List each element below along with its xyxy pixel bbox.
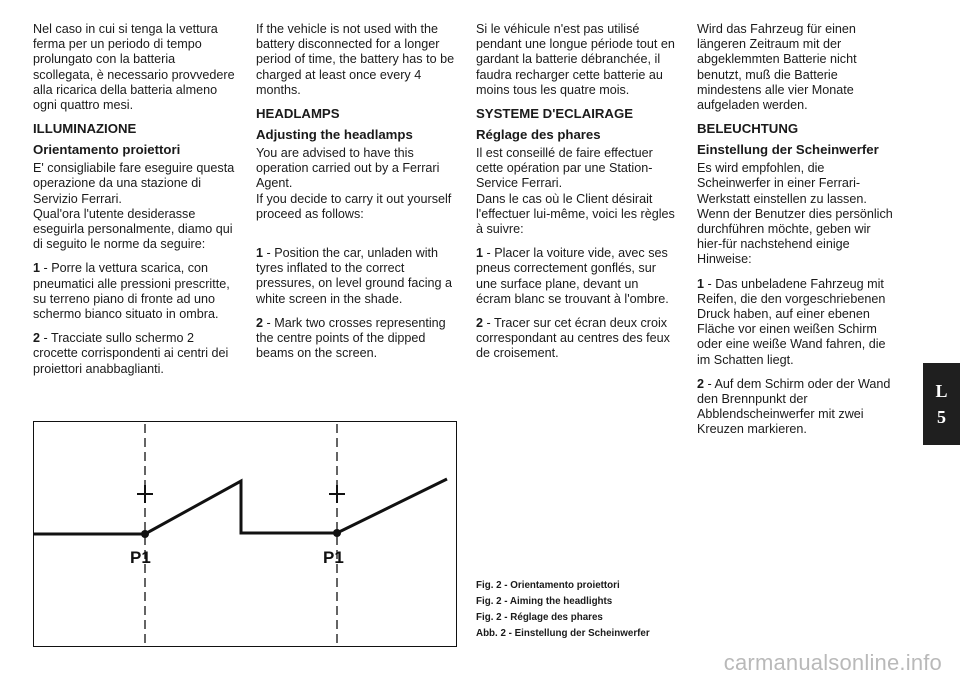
french-step2-text: - Tracer sur cet écran deux croix correspondant au centres des feux de croisement. [476,316,670,361]
english-step2-text: - Mark two crosses representing the centre points of the dipped beams on the screen. [256,315,446,361]
figure-captions [476,578,650,642]
caption-german: Abb. 2 - Einstellung der Scheinwerfer [476,628,650,639]
italian-step1-num: 1 [33,261,41,276]
chapter-number: 5 [937,407,946,427]
german-step1-num: 1 [697,276,705,291]
right-p1-label: P1 [323,548,344,567]
english-column [256,22,456,361]
italian-step2 [33,331,238,377]
italian-step1 [33,261,238,322]
caption-english: Fig. 2 - Aiming the headlights [476,596,613,607]
english-step1 [256,246,456,307]
german-intro: Wird das Fahrzeug für einen längeren Zeitraum mit der abgeklemmten Batterie nicht benutzt, muß die Batterie mindestens alle vier Monate aufgeladen werden. [697,22,857,113]
french-step2-num: 2 [476,316,484,331]
english-step2 [256,316,456,362]
right-center-cross [329,485,345,503]
french-para1: Il est conseillé de faire effectuer cette opération par une Station-Service Ferrari. [476,146,653,191]
german-step1 [697,277,897,368]
french-step1-num: 1 [476,246,484,261]
english-step2-num: 2 [256,315,264,330]
german-step2-text: - Auf dem Schirm oder der Wand den Brennpunkt der Abblendscheinwerfer mit zwei Kreuzen markieren. [697,376,891,437]
italian-column [33,22,238,377]
french-para2: Dans le cas où le Client désirait l'effectuer lui-même, voici les règles à suivre: [476,191,675,237]
italian-step2-num: 2 [33,331,41,346]
italian-section-title: ILLUMINAZIONE [33,121,137,137]
english-step1-text: - Position the car, unladen with tyres inflated to the correct pressures, on level ground facing a white screen in the shade. [256,246,453,306]
italian-step2-text: - Tracciate sullo schermo 2 crocette corrispondenti ai centri dei proiettori anabbaglianti. [33,331,229,376]
italian-para2: Qual'ora l'utente desiderasse eseguirla personalmente, diamo qui di seguito le norme da seguire: [33,206,233,252]
german-para1: Es wird empfohlen, die Scheinwerfer in einer Ferrari-Werkstatt einstellen zu lassen. [697,161,867,206]
french-section-title: SYSTEME D'ECLAIRAGE [476,106,634,122]
right-p1-point [333,529,341,537]
caption-french: Fig. 2 - Réglage des phares [476,612,603,623]
french-step1-text: - Placer la voiture vide, avec ses pneus correctement gonflés, sur une surface plane, devant un écram blanc se trouvant à l'ombre. [476,246,669,306]
left-p1-label: P1 [130,548,151,567]
italian-subsection-title: Orientamento proiettori [33,142,181,158]
german-step2 [697,377,897,438]
german-step1-text: - Das unbeladene Fahrzeug mit Reifen, die den vorgeschriebenen Druck haben, auf einer ebenen Fläche vor einen weißen Schirm oder eine weiße Wand fahren, die im Schatten liegt. [697,276,886,367]
french-step2 [476,316,676,362]
french-intro: Si le véhicule n'est pas utilisé pendant une longue période tout en gardant la batterie débranchée, il faudra recharger cette batterie au moins tous les quatre mois. [476,22,675,97]
english-para2: If you decide to carry it out yourself proceed as follows: [256,191,452,221]
english-subsection-title: Adjusting the headlamps [256,127,413,143]
english-para1: You are advised to have this operation carried out by a Ferrari Agent. [256,146,440,191]
french-column [476,22,676,362]
chapter-letter: L [935,381,948,401]
french-subsection-title: Réglage des phares [476,127,601,143]
german-para2: Wenn der Benutzer dies persönlich durchführen möchte, geben wir hier-für nachstehend einige Hinweise: [697,206,893,267]
italian-intro: Nel caso in cui si tenga la vettura ferma per un periodo di tempo prolungato con la batteria scollegata, è necessario provvedere alla ricarica della batteria almeno ogni quattro mesi. [33,22,235,113]
beam-cutoff-line [33,479,447,534]
french-step1 [476,246,676,307]
left-center-cross [137,485,153,503]
english-section-title: HEADLAMPS [256,106,340,122]
headlamp-aiming-diagram [33,421,457,647]
german-column [697,22,897,438]
caption-italian: Fig. 2 - Orientamento proiettori [476,580,620,591]
left-p1-point [141,530,149,538]
german-subsection-title: Einstellung der Scheinwerfer [697,142,879,158]
watermark: carmanualsonline.info [723,650,942,675]
english-step1-num: 1 [256,246,264,261]
italian-para1: E' consigliabile fare eseguire questa operazione da una stazione di Servizio Ferrari. [33,161,235,206]
german-section-title: BELEUCHTUNG [697,121,799,137]
italian-step1-text: - Porre la vettura scarica, con pneumatici alle pressioni prescritte, su terreno piano di fronte ad uno schermo bianco situato in ombra. [33,261,230,322]
german-step2-num: 2 [697,376,705,391]
english-intro: If the vehicle is not used with the battery disconnected for a longer period of time, the battery has to be charged at least once every 4 months. [256,22,455,97]
chapter-tab [923,363,960,445]
